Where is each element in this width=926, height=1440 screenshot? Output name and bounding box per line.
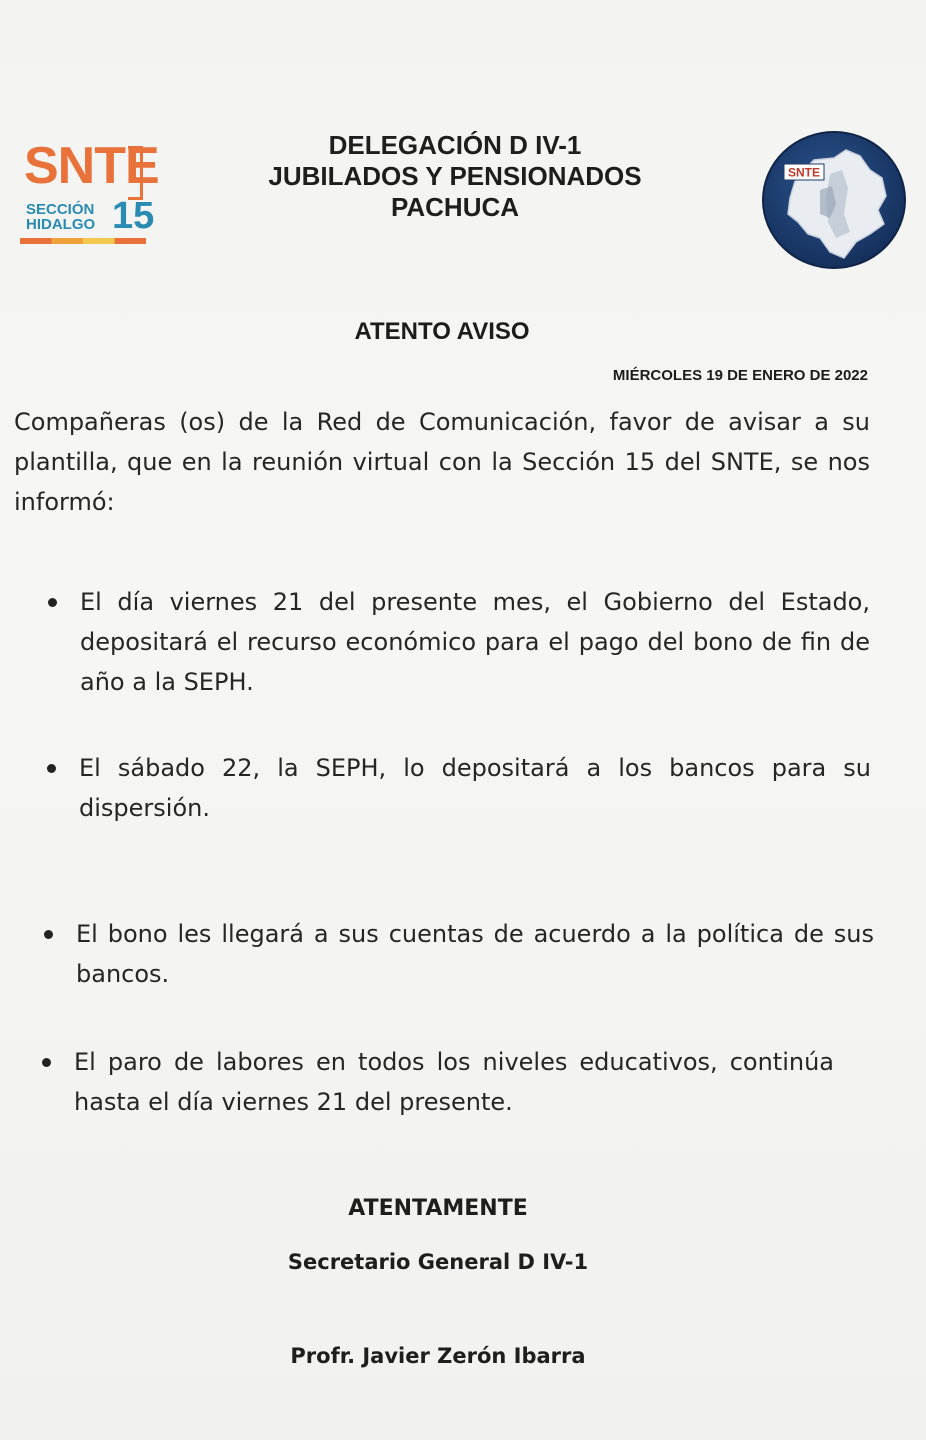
header-delegacion: DELEGACIÓN D IV-1	[328, 130, 582, 160]
bullet-text: El bono les llegará a sus cuentas de acuerdo a la política de sus bancos.	[76, 920, 874, 988]
logo-bracket	[128, 146, 143, 200]
seal-icon	[760, 130, 908, 270]
logo-hidalgo-text: HIDALGO	[26, 216, 96, 233]
bullet-item	[80, 582, 870, 702]
signer-name: Profr. Javier Zerón Ibarra	[290, 1344, 586, 1368]
document-header	[200, 130, 710, 223]
bullet-dot-icon	[47, 764, 56, 773]
bullet-item	[79, 748, 871, 828]
header-city: PACHUCA	[390, 192, 520, 222]
intro-paragraph: Compañeras (os) de la Red de Comunicación, favor de avisar a su plantilla, que en la reunión virtual con la Sección 15 del SNTE, se nos informó:	[14, 408, 870, 516]
logo-seccion-text: SECCIÓN	[26, 201, 95, 218]
bullet-dot-icon	[42, 1058, 51, 1067]
bullet-item	[74, 1042, 834, 1122]
logo-brand-text: SNTE	[24, 137, 159, 195]
bullet-dot-icon	[44, 930, 53, 939]
bullet-dot-icon	[48, 598, 57, 607]
signer-position: Secretario General D IV-1	[287, 1250, 589, 1274]
header-jubilados: JUBILADOS Y PENSIONADOS	[268, 161, 642, 191]
notice-date: MIÉRCOLES 19 DE ENERO DE 2022	[612, 367, 868, 384]
notice-title: ATENTO AVISO	[354, 318, 530, 345]
bullet-item	[76, 914, 874, 994]
hidalgo-map-seal	[760, 130, 908, 270]
bullet-text: El paro de labores en todos los niveles educativos, continúa hasta el día viernes 21 del presente.	[74, 1048, 834, 1116]
seal-brand-text: SNTE	[787, 165, 821, 180]
sign-off: ATENTAMENTE	[348, 1196, 528, 1221]
bullet-text: El día viernes 21 del presente mes, el Gobierno del Estado, depositará el recurso económico para el pago del bono de fin de año a la SEPH.	[80, 588, 870, 696]
snte-seccion-15-logo	[20, 137, 159, 250]
logo-color-strip	[20, 238, 146, 244]
logo-section-number: 15	[112, 195, 155, 237]
bullet-text: El sábado 22, la SEPH, lo depositará a los bancos para su dispersión.	[79, 754, 871, 822]
